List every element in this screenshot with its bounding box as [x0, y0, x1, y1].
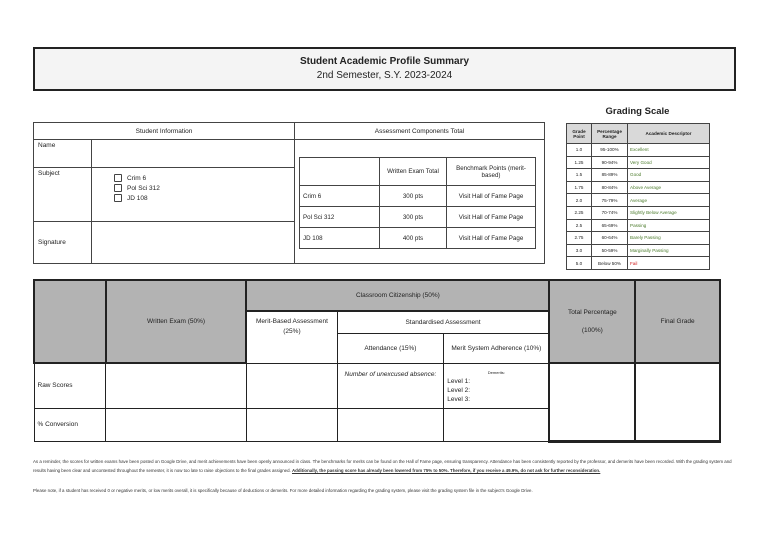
checkbox-icon[interactable] [114, 174, 122, 182]
assessment-components [294, 122, 545, 264]
percentage-range: 85-89% [592, 169, 628, 182]
column-header: Academic Descriptor [628, 124, 710, 144]
academic-descriptor: Above Average [628, 181, 710, 194]
table-cell: Crim 6 [300, 186, 380, 207]
name-field[interactable] [92, 140, 295, 168]
subject-option-label: Pol Sci 312 [127, 184, 160, 192]
percentage-range: Below 50% [592, 257, 628, 270]
total-percentage-label: Total Percentage [567, 308, 617, 316]
subject-option-label: JD 108 [127, 194, 148, 202]
academic-descriptor: Barely Passing [628, 232, 710, 245]
table-row [300, 228, 536, 249]
table-cell: Visit Hall of Fame Page [447, 207, 536, 228]
academic-descriptor: Slightly Below Average [628, 206, 710, 219]
table-cell: Visit Hall of Fame Page [447, 228, 536, 249]
total-percentage-cell[interactable] [549, 363, 635, 441]
grading-scale-table [566, 123, 710, 270]
assessment-components-table [299, 157, 536, 249]
column-header: Grade Point [567, 124, 592, 144]
subject-checklist [92, 168, 295, 222]
grade-point: 5.0 [567, 257, 592, 270]
academic-descriptor: Excellent [628, 144, 710, 157]
column-header: Written Exam Total [380, 158, 447, 186]
percentage-range: 65-69% [592, 219, 628, 232]
footer-bold-note: Additionally, the passing score has already been lowered from 75% to 50%. Therefore, if you receive a 49.9%, do not ask for further reconsideration. [291, 468, 601, 473]
table-cell: 400 pts [380, 228, 447, 249]
total-percentage-value: (100%) [581, 326, 603, 334]
subject-option[interactable] [114, 174, 290, 182]
merit-adherence-conversion-cell[interactable] [444, 408, 550, 441]
footer-paragraph: As a reminder, the scores for written exams have been posted on Google Drive, and merit achievements have been openly announced in class. The benchmarks for merits can be found on the Hall of Fame page, ensuring transparency. Attendance has been consistently reported by the professor, and demerits have been recorded. With the grading system and results having been clear and uncontested throughout the semester, it is now too late to raise objections to the final grades assigned. [33, 459, 732, 473]
standardised-header: Standardised Assessment [337, 311, 549, 333]
merit-based-header: Merit-Based Assessment (25%) [246, 311, 337, 363]
name-label: Name [34, 140, 92, 168]
table-cell: Pol Sci 312 [300, 207, 380, 228]
student-info-heading: Student Information [34, 123, 295, 140]
checkbox-icon[interactable] [114, 184, 122, 192]
subject-option[interactable] [114, 194, 290, 202]
written-exam-raw-cell[interactable] [106, 363, 246, 408]
academic-descriptor: Passing [628, 219, 710, 232]
table-cell: 300 pts [380, 186, 447, 207]
grade-point: 2.5 [567, 219, 592, 232]
footer-paragraph-2: Please note, if a student has received 0 or negative merits, or low merits overall, it is specifically because of deductions or demerits. For more detailed information regarding the grading system, please visit the grading system file in the subject's Google Drive. [33, 488, 533, 493]
attendance-conversion-cell[interactable] [337, 408, 444, 441]
academic-descriptor: Very Good [628, 156, 710, 169]
demerits-label: Demerits: [487, 369, 505, 375]
table-row [567, 244, 710, 257]
table-cell: 300 pts [380, 207, 447, 228]
subject-label: Subject [34, 168, 92, 222]
table-row [567, 156, 710, 169]
table-row [567, 232, 710, 245]
signature-label: Signature [34, 222, 92, 264]
assessment-components-heading: Assessment Components Total [295, 123, 544, 140]
grade-point: 1.25 [567, 156, 592, 169]
corner-cell [34, 280, 106, 363]
final-grade-cell[interactable] [635, 363, 720, 441]
table-cell: JD 108 [300, 228, 380, 249]
grade-point: 2.0 [567, 194, 592, 207]
citizenship-header: Classroom Citizenship (50%) [246, 280, 549, 311]
grade-point: 2.75 [567, 232, 592, 245]
signature-field[interactable] [92, 222, 295, 264]
table-row [567, 169, 710, 182]
written-exam-header: Written Exam (50%) [106, 280, 246, 363]
table-cell: Visit Hall of Fame Page [447, 186, 536, 207]
subject-option[interactable] [114, 184, 290, 192]
academic-descriptor: Average [628, 194, 710, 207]
page-subtitle: 2nd Semester, S.Y. 2023-2024 [316, 70, 453, 81]
table-row [567, 219, 710, 232]
grading-scale-title: Grading Scale [605, 106, 670, 117]
percentage-range: 75-79% [592, 194, 628, 207]
grade-point: 1.0 [567, 144, 592, 157]
column-header: Percentage Range [592, 124, 628, 144]
percentage-range: 95-100% [592, 144, 628, 157]
page-title: Student Academic Profile Summary [299, 56, 470, 67]
attendance-header: Attendance (15%) [337, 333, 444, 363]
academic-descriptor: Fail [628, 257, 710, 270]
table-row [567, 194, 710, 207]
conversion-label: % Conversion [34, 408, 106, 441]
written-exam-conversion-cell[interactable] [106, 408, 246, 441]
title-box [33, 47, 736, 91]
percentage-range: 60-64% [592, 232, 628, 245]
merit-based-conversion-cell[interactable] [246, 408, 337, 441]
final-grade-header: Final Grade [635, 280, 720, 363]
grade-point: 3.0 [567, 244, 592, 257]
total-percentage-header [549, 280, 635, 363]
table-row [567, 181, 710, 194]
column-header [300, 158, 380, 186]
level-label: Level 2: [447, 386, 471, 394]
checkbox-icon[interactable] [114, 194, 122, 202]
academic-descriptor: Marginally Passing [628, 244, 710, 257]
level-label: Level 3: [447, 395, 471, 403]
grade-point: 2.25 [567, 206, 592, 219]
percentage-range: 90-94% [592, 156, 628, 169]
merit-adherence-header: Merit System Adherence (10%) [444, 333, 550, 363]
level-label: Level 1: [447, 377, 471, 385]
grade-point: 1.5 [567, 169, 592, 182]
raw-scores-label: Raw Scores [34, 363, 106, 408]
attendance-raw-cell[interactable] [337, 363, 444, 408]
table-row [300, 186, 536, 207]
table-row [567, 144, 710, 157]
table-row [567, 257, 710, 270]
grade-point: 1.75 [567, 181, 592, 194]
student-info-table [33, 122, 295, 264]
table-row [300, 207, 536, 228]
merit-adherence-raw-cell[interactable] [444, 363, 550, 408]
footer-note [33, 457, 733, 475]
percentage-range: 70-74% [592, 206, 628, 219]
unexcused-absence-label: Number of unexcused absence: [344, 370, 437, 378]
academic-descriptor: Good [628, 169, 710, 182]
percentage-range: 80-84% [592, 181, 628, 194]
column-header: Benchmark Points (merit-based) [447, 158, 536, 186]
merit-based-raw-cell[interactable] [246, 363, 337, 408]
subject-option-label: Crim 6 [127, 174, 147, 182]
table-row [567, 206, 710, 219]
percentage-range: 50-59% [592, 244, 628, 257]
grade-computation-table [33, 279, 721, 443]
